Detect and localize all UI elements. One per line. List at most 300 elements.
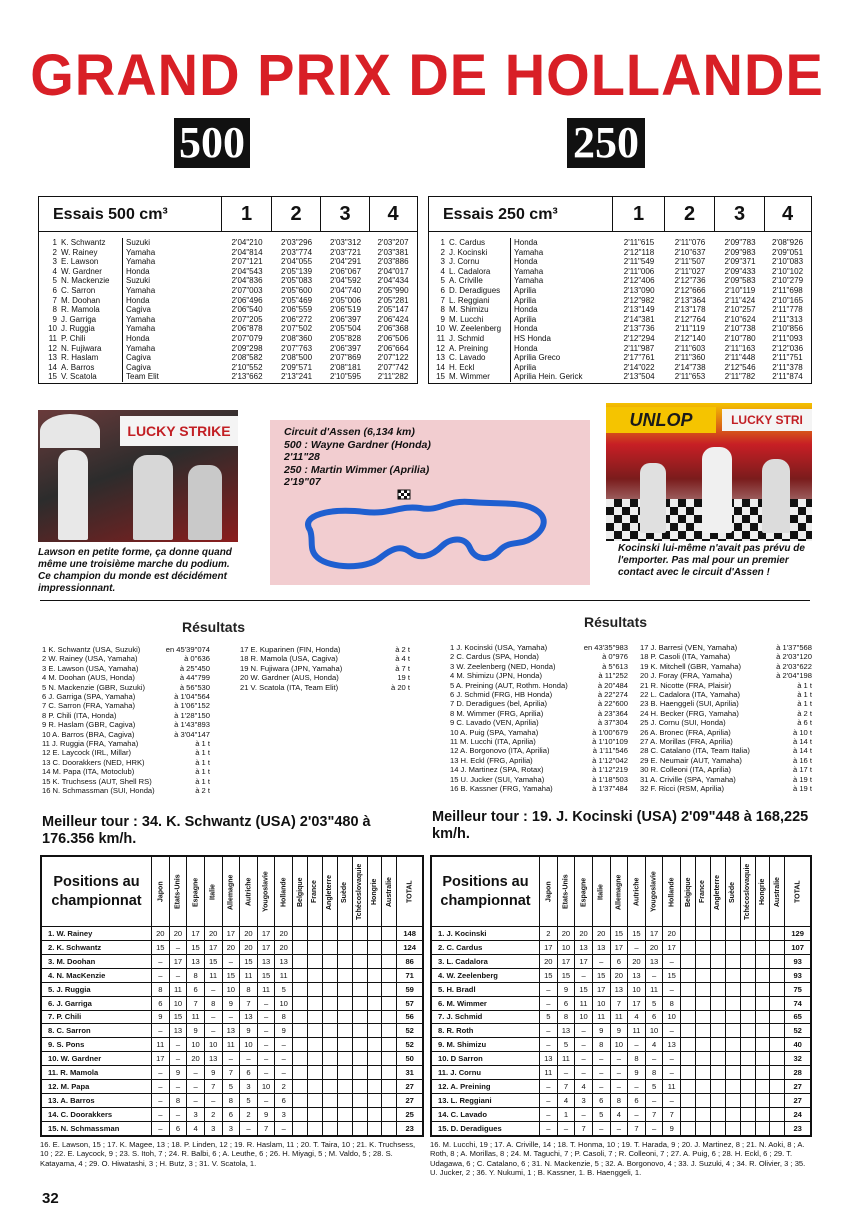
gp-header: Allemagne xyxy=(222,857,240,927)
points-cell xyxy=(755,1052,770,1066)
points-cell xyxy=(367,1121,382,1135)
points-cell xyxy=(770,1094,785,1108)
gp-header: France xyxy=(695,857,710,927)
points-cell xyxy=(725,1094,740,1108)
points-cell xyxy=(293,954,308,968)
points-cell xyxy=(681,1107,696,1121)
points-cell: 6 xyxy=(628,1094,646,1108)
results-500-heading: Résultats xyxy=(182,619,246,635)
total-cell: 52 xyxy=(397,1024,423,1038)
points-cell xyxy=(337,927,352,941)
points-cell: 11 xyxy=(152,1038,170,1052)
points-cell xyxy=(307,1010,322,1024)
rider-name: 6. M. Wimmer xyxy=(432,996,540,1010)
points-cell xyxy=(725,954,740,968)
points-cell xyxy=(337,1024,352,1038)
points-cell xyxy=(681,940,696,954)
points-cell xyxy=(681,1038,696,1052)
points-cell xyxy=(695,940,710,954)
gp-header: Italie xyxy=(592,857,610,927)
points-cell xyxy=(755,954,770,968)
rider-name: 10. D Sarron xyxy=(432,1052,540,1066)
points-cell xyxy=(681,1010,696,1024)
points-cell: 13 xyxy=(663,1038,681,1052)
rider-name: 5. J. Ruggia xyxy=(42,982,152,996)
points-cell: 4 xyxy=(645,1038,663,1052)
points-cell: 11 xyxy=(575,996,593,1010)
photo-left-caption: Lawson en petite forme, ça donne quand même une troisième marche du podium. Ce champion du monde est décidément impressionnant. xyxy=(38,547,232,594)
points-cell: 6 xyxy=(187,982,205,996)
points-cell: 10 xyxy=(169,996,187,1010)
points-cell xyxy=(681,1024,696,1038)
session-1-header: 1 xyxy=(222,197,272,231)
standings-row xyxy=(432,1080,811,1094)
points-cell: – xyxy=(222,1010,240,1024)
points-cell xyxy=(307,940,322,954)
points-cell: 6 xyxy=(169,1121,187,1135)
points-cell xyxy=(695,954,710,968)
points-cell: 5 xyxy=(240,1094,258,1108)
points-cell: – xyxy=(575,1052,593,1066)
standings-row xyxy=(432,968,811,982)
points-cell xyxy=(770,1052,785,1066)
points-cell: – xyxy=(557,1066,575,1080)
points-cell: 17 xyxy=(169,954,187,968)
points-cell xyxy=(681,927,696,941)
total-cell: 65 xyxy=(785,1010,811,1024)
gp-header: Tchécoslovaquie xyxy=(740,857,755,927)
points-cell xyxy=(755,996,770,1010)
points-cell: 11 xyxy=(222,1038,240,1052)
points-cell: – xyxy=(257,1038,275,1052)
points-cell xyxy=(293,1024,308,1038)
session-3-header: 3 xyxy=(321,197,370,231)
map-line-250-time: 2'19"07 xyxy=(284,476,321,488)
points-cell xyxy=(710,1121,725,1135)
points-cell xyxy=(352,1010,367,1024)
points-cell xyxy=(710,982,725,996)
gp-header: Etats-Unis xyxy=(557,857,575,927)
points-cell xyxy=(770,996,785,1010)
points-cell: – xyxy=(540,1038,558,1052)
points-cell xyxy=(755,1066,770,1080)
points-cell xyxy=(367,954,382,968)
points-cell: 20 xyxy=(275,927,293,941)
points-cell: 6 xyxy=(240,1066,258,1080)
points-cell xyxy=(293,1107,308,1121)
points-cell: – xyxy=(204,982,222,996)
circuit-map-panel xyxy=(270,420,590,585)
points-cell: – xyxy=(240,1121,258,1135)
page-title: GRAND PRIX DE HOLLANDE xyxy=(30,41,824,108)
results-250-heading: Résultats xyxy=(584,614,648,630)
points-cell: 11 xyxy=(204,968,222,982)
points-cell: 13 xyxy=(540,1052,558,1066)
points-cell xyxy=(710,954,725,968)
results-250-list-a: 1 J. Kocinski (USA, Yamaha) 2 C. Cardus (SPA, Honda) 3 W. Zeelenberg (NED, Honda) 4 M. Shimizu (JPN, Honda) 5 A. Preining (AUT, Rothm. Honda) 6 J. Schmid (FRG, HB Honda) 7 D. Deradigues (bel, Aprilia) 8 M. Wimmer (FRG, Aprilia) 9 C. Lavado (VEN, Aprilia) 10 A. Puig (SPA, Yamaha) 11 M. Lucchi (ITA, Aprilia) 12 A. Borgonovo (ITA, Aprilia) 13 H. Eckl (FRG, Aprilia) 14 J. Martinez (SPA, Rotax) 15 U. Jucker (SUI, Yamaha) 16 B. Kassner (FRG, Yamaha) xyxy=(450,643,568,794)
points-cell xyxy=(367,1066,382,1080)
points-cell: 10 xyxy=(628,982,646,996)
points-cell xyxy=(755,927,770,941)
points-cell: 10 xyxy=(222,982,240,996)
total-cell: 148 xyxy=(397,927,423,941)
riders-col: K. Schwantz W. Rainey E. Lawson W. Gardner N. Mackenzie C. Sarron M. Doohan R. Mamola J. Garriga J. Ruggia P. Chili N. Fujiwara R. Haslam A. Barros V. Scatola xyxy=(61,238,123,382)
points-cell: 11 xyxy=(169,982,187,996)
results-500-gaps-b: à 2 t à 4 t à 7 t 19 t à 20 t xyxy=(391,645,410,692)
points-cell: – xyxy=(204,1024,222,1038)
points-cell: – xyxy=(152,1094,170,1108)
points-cell xyxy=(367,1080,382,1094)
points-cell: 20 xyxy=(152,927,170,941)
standings-250-footnote: 16. M. Lucchi, 19 ; 17. A. Criville, 14 ; 18. T. Honma, 10 ; 19. T. Harada, 9 ; 20. J. Martinez, 8 ; 21. N. Aoki, 8 ; A. Roth, 8 ; A. Morillas, 8 ; 24. M. Taguchi, 7 ; P. Casoli, 7 ; R. Colleoni, 7 ; 27. A. Puig, 6 ; 28. H. Eckl, 6 ; 29. T. Udagawa, 6 ; C. Catalano, 6 ; 31. N. Mackenzie, 5 ; 32. A. Borgonovo, 4 ; 33. J. Suzuki, 4 ; 34. R. Olivier, 3 ; 35. U. Jucker, 2 ; 36. Y. Nukumi, 1 ; B. Kassner, 1. B. Haenggeli, 1. xyxy=(430,1140,806,1178)
points-cell: 13 xyxy=(222,1024,240,1038)
points-cell: 20 xyxy=(240,927,258,941)
points-cell xyxy=(382,1010,397,1024)
qualifying-500-label: Essais 500 cm³ xyxy=(39,197,222,231)
bikes-col: Honda Yamaha Honda Yamaha Yamaha Aprilia Aprilia Honda Aprilia Honda HS Honda Honda Aprilia Greco Aprilia Aprilia Hein. Gerick xyxy=(514,238,583,382)
total-cell: 24 xyxy=(785,1107,811,1121)
points-cell xyxy=(337,954,352,968)
points-cell xyxy=(755,1010,770,1024)
points-cell xyxy=(337,1066,352,1080)
total-cell: 32 xyxy=(785,1052,811,1066)
points-cell: 7 xyxy=(663,1107,681,1121)
points-cell xyxy=(681,1052,696,1066)
points-cell xyxy=(725,1080,740,1094)
gp-header: Japon xyxy=(540,857,558,927)
points-cell xyxy=(322,968,337,982)
points-cell: 15 xyxy=(575,982,593,996)
bikes-col: Suzuki Yamaha Yamaha Honda Suzuki Yamaha Honda Cagiva Yamaha Yamaha Honda Yamaha Cagiva Cagiva Team Elit xyxy=(126,238,159,382)
gp-header: Hongrie xyxy=(367,857,382,927)
session-2-header: 2 xyxy=(665,197,715,231)
points-cell: – xyxy=(540,1080,558,1094)
qualifying-500-table xyxy=(38,196,418,384)
points-cell xyxy=(337,968,352,982)
points-cell: – xyxy=(575,1024,593,1038)
points-cell: 8 xyxy=(275,1010,293,1024)
points-cell xyxy=(382,1038,397,1052)
points-cell: 6 xyxy=(610,954,628,968)
points-cell: 9 xyxy=(628,1066,646,1080)
standings-500-footnote: 16. E. Lawson, 15 ; 17. K. Magee, 13 ; 18. P. Linden, 12 ; 19. R. Haslam, 11 ; 20. T. Taira, 10 ; 21. K. Truchsess, 10 ; 22. E. Laycock, 9 ; 23. S. Itoh, 7 ; 24. R. Balbi, 6 ; A. Leuthe, 6 ; 26. H. Miyagi, 5 ; M. Valdo, 5 ; 28. S. Katayama, 4 ; 29. O. Hiwatashi, 3 ; H. Butz, 3 ; 31. V. Scatola, 1. xyxy=(40,1140,416,1168)
gp-header: Suède xyxy=(725,857,740,927)
points-cell: – xyxy=(540,996,558,1010)
points-cell: 6 xyxy=(645,1010,663,1024)
points-cell xyxy=(307,1121,322,1135)
standings-row xyxy=(42,1038,423,1052)
standings-row xyxy=(432,1024,811,1038)
points-cell xyxy=(382,1052,397,1066)
total-cell: 57 xyxy=(397,996,423,1010)
results-500-list-b: 17 E. Kuparinen (FIN, Honda) 18 R. Mamola (USA, Cagiva) 19 N. Fujiwara (JPN, Yamaha) 20 W. Gardner (AUS, Honda) 21 V. Scatola (ITA, Team Elit) xyxy=(240,645,343,692)
points-cell: 9 xyxy=(557,982,575,996)
points-cell xyxy=(367,968,382,982)
podium-photo-left xyxy=(38,410,238,542)
standings-row xyxy=(432,982,811,996)
points-cell xyxy=(695,1080,710,1094)
points-cell: – xyxy=(257,996,275,1010)
points-cell xyxy=(337,1094,352,1108)
points-cell: – xyxy=(187,1066,205,1080)
points-cell: 17 xyxy=(204,940,222,954)
points-cell: – xyxy=(663,954,681,968)
gp-header: France xyxy=(307,857,322,927)
points-cell: – xyxy=(275,1038,293,1052)
points-cell: 13 xyxy=(628,968,646,982)
points-cell xyxy=(337,1010,352,1024)
rider-name: 14. C. Lavado xyxy=(432,1107,540,1121)
points-cell xyxy=(307,1094,322,1108)
gp-header: Suède xyxy=(337,857,352,927)
points-cell: – xyxy=(663,1066,681,1080)
points-cell xyxy=(725,1024,740,1038)
session-3-header: 3 xyxy=(715,197,765,231)
rider-name: 11. R. Mamola xyxy=(42,1066,152,1080)
gp-header: Angleterre xyxy=(710,857,725,927)
points-cell: 10 xyxy=(257,1080,275,1094)
rider-figure xyxy=(702,447,732,533)
standings-row xyxy=(432,996,811,1010)
points-cell xyxy=(367,1094,382,1108)
points-cell xyxy=(770,1080,785,1094)
points-cell: 15 xyxy=(169,1010,187,1024)
points-cell xyxy=(770,927,785,941)
points-cell xyxy=(322,927,337,941)
total-cell: 93 xyxy=(785,954,811,968)
points-cell xyxy=(337,1121,352,1135)
session-4-header: 4 xyxy=(781,203,794,225)
points-cell xyxy=(740,954,755,968)
points-cell: – xyxy=(592,1121,610,1135)
points-cell xyxy=(352,1094,367,1108)
points-cell: 4 xyxy=(575,1080,593,1094)
rider-name: 6. J. Garriga xyxy=(42,996,152,1010)
points-cell: – xyxy=(169,940,187,954)
points-cell: 4 xyxy=(610,1107,628,1121)
points-cell xyxy=(293,996,308,1010)
points-cell: – xyxy=(169,968,187,982)
points-cell: 3 xyxy=(187,1107,205,1121)
points-cell xyxy=(695,1010,710,1024)
standings-row xyxy=(432,940,811,954)
points-cell xyxy=(322,954,337,968)
points-cell: 13 xyxy=(645,954,663,968)
points-cell xyxy=(755,940,770,954)
rider-name: 2. C. Cardus xyxy=(432,940,540,954)
points-cell: 9 xyxy=(222,996,240,1010)
standings-row xyxy=(42,1024,423,1038)
points-cell xyxy=(710,996,725,1010)
points-cell xyxy=(695,1094,710,1108)
points-cell: 5 xyxy=(557,1038,575,1052)
points-cell: 8 xyxy=(204,996,222,1010)
points-cell: – xyxy=(575,1066,593,1080)
points-cell xyxy=(307,927,322,941)
standings-row xyxy=(42,1107,423,1121)
points-cell xyxy=(681,1094,696,1108)
points-cell: – xyxy=(257,1094,275,1108)
points-cell xyxy=(382,968,397,982)
points-cell: – xyxy=(152,1024,170,1038)
points-cell xyxy=(740,996,755,1010)
points-cell: 20 xyxy=(187,1052,205,1066)
points-cell: – xyxy=(257,1066,275,1080)
points-cell: 13 xyxy=(610,982,628,996)
points-cell: 17 xyxy=(575,954,593,968)
points-cell xyxy=(293,1094,308,1108)
rider-name: 15. D. Deradigues xyxy=(432,1121,540,1135)
points-cell: 1 xyxy=(557,1107,575,1121)
total-cell: 71 xyxy=(397,968,423,982)
points-cell xyxy=(710,927,725,941)
rider-name: 10. W. Gardner xyxy=(42,1052,152,1066)
points-cell xyxy=(322,1052,337,1066)
rider-name: 4. W. Zeelenberg xyxy=(432,968,540,982)
rider-name: 12. A. Preining xyxy=(432,1080,540,1094)
points-cell: 17 xyxy=(257,927,275,941)
points-cell: 20 xyxy=(628,954,646,968)
points-cell: – xyxy=(540,982,558,996)
points-cell: 11 xyxy=(663,1080,681,1094)
divider xyxy=(40,600,810,601)
points-cell xyxy=(352,982,367,996)
points-cell: 7 xyxy=(204,1080,222,1094)
points-cell: 9 xyxy=(204,1066,222,1080)
points-cell: 8 xyxy=(663,996,681,1010)
points-cell: 2 xyxy=(540,927,558,941)
points-cell xyxy=(322,1038,337,1052)
points-cell xyxy=(322,1080,337,1094)
points-cell: 5 xyxy=(222,1080,240,1094)
points-cell: 15 xyxy=(152,940,170,954)
total-cell: 27 xyxy=(785,1094,811,1108)
podium-photo-right xyxy=(606,403,812,541)
points-cell: 9 xyxy=(257,1107,275,1121)
points-cell: – xyxy=(187,1080,205,1094)
points-cell: 13 xyxy=(204,1052,222,1066)
points-cell xyxy=(382,982,397,996)
points-cell: 8 xyxy=(592,1038,610,1052)
points-cell: 7 xyxy=(628,1121,646,1135)
standings-row xyxy=(432,1066,811,1080)
points-cell: 6 xyxy=(222,1107,240,1121)
points-cell: – xyxy=(645,1121,663,1135)
gp-header: Australie xyxy=(770,857,785,927)
rider-figure xyxy=(188,465,222,540)
times-3-col: 2'03"312 2'03"721 2'04"291 2'06"067 2'04"592 2'04"740 2'05"006 2'06"519 2'06"397 2'05"504 2'05"828 2'06"397 2'07"869 2'08"181 2'10"595 xyxy=(329,238,362,382)
points-cell: – xyxy=(557,1121,575,1135)
rider-name: 9. M. Shimizu xyxy=(432,1038,540,1052)
rider-name: 11. J. Cornu xyxy=(432,1066,540,1080)
points-cell: 9 xyxy=(169,1066,187,1080)
points-cell xyxy=(740,1107,755,1121)
total-cell: 52 xyxy=(397,1038,423,1052)
dunlop-banner: UNLOP xyxy=(606,407,716,433)
points-cell xyxy=(770,982,785,996)
points-cell: – xyxy=(645,968,663,982)
points-cell: 15 xyxy=(610,927,628,941)
points-cell: – xyxy=(592,1066,610,1080)
points-cell: 11 xyxy=(275,968,293,982)
points-cell: 5 xyxy=(645,996,663,1010)
points-cell: 5 xyxy=(540,1010,558,1024)
gp-header: Hollande xyxy=(663,857,681,927)
points-cell: 8 xyxy=(645,1066,663,1080)
times-3-col: 2'09"783 2'09"983 2'09"371 2'09"433 2'09"583 2'10"119 2'11"424 2'10"257 2'10"624 2'10"738 2'10"780 2'11"163 2'11"448 2'12"546 2'11"782 xyxy=(724,238,756,382)
points-cell xyxy=(770,1038,785,1052)
points-cell xyxy=(307,1024,322,1038)
points-cell: 6 xyxy=(592,1094,610,1108)
standings-row xyxy=(42,1066,423,1080)
points-cell xyxy=(710,1080,725,1094)
points-cell: 4 xyxy=(187,1121,205,1135)
points-cell xyxy=(681,996,696,1010)
points-cell: 8 xyxy=(152,982,170,996)
points-cell xyxy=(382,1094,397,1108)
points-cell: 7 xyxy=(222,1066,240,1080)
points-cell: 8 xyxy=(628,1052,646,1066)
class-500-badge: 500 xyxy=(174,118,250,168)
standings-row xyxy=(432,1038,811,1052)
lucky-strike-banner: LUCKY STRI xyxy=(722,409,812,431)
points-cell xyxy=(307,1038,322,1052)
points-cell: – xyxy=(628,1107,646,1121)
points-cell xyxy=(710,1024,725,1038)
points-cell xyxy=(352,940,367,954)
points-cell xyxy=(352,1038,367,1052)
times-1-col: 2'11"615 2'12"118 2'11"549 2'11"006 2'12"406 2'13"090 2'12"982 2'13"149 2'14"381 2'13"736 2'12"294 2'11"987 2'17"761 2'14"022 2'13"504 xyxy=(623,238,655,382)
points-cell xyxy=(755,1094,770,1108)
points-cell xyxy=(382,927,397,941)
gp-header: Hongrie xyxy=(755,857,770,927)
points-cell: 7 xyxy=(557,1080,575,1094)
points-cell: 9 xyxy=(592,1024,610,1038)
standings-500-title: Positions au championnat xyxy=(51,873,142,909)
points-cell xyxy=(322,1094,337,1108)
points-cell: 9 xyxy=(152,1010,170,1024)
points-cell xyxy=(770,1066,785,1080)
points-cell: 13 xyxy=(169,1024,187,1038)
circuit-track-svg xyxy=(270,420,590,585)
lucky-strike-banner: LUCKY STRIKE xyxy=(120,416,238,446)
points-cell: – xyxy=(628,940,646,954)
points-cell: – xyxy=(169,1080,187,1094)
points-cell: 20 xyxy=(204,927,222,941)
points-cell: 20 xyxy=(222,940,240,954)
points-cell: – xyxy=(628,1080,646,1094)
points-cell xyxy=(382,1066,397,1080)
points-cell xyxy=(337,982,352,996)
points-cell xyxy=(740,1010,755,1024)
points-cell xyxy=(382,954,397,968)
points-cell: 8 xyxy=(557,1010,575,1024)
points-cell: 8 xyxy=(187,968,205,982)
session-1-header: 1 xyxy=(613,197,665,231)
points-cell: 5 xyxy=(275,982,293,996)
points-cell: 17 xyxy=(187,927,205,941)
rider-name: 3. M. Doohan xyxy=(42,954,152,968)
points-cell xyxy=(740,1121,755,1135)
points-cell xyxy=(307,968,322,982)
gp-header: Yougoslavie xyxy=(257,857,275,927)
points-cell xyxy=(695,1121,710,1135)
standings-row xyxy=(42,1010,423,1024)
points-cell xyxy=(293,1121,308,1135)
points-cell: 17 xyxy=(152,1052,170,1066)
results-250-gaps-b: à 1'37"568 à 2'03"120 à 2'03"622 à 2'04"198 à 1 t à 1 t à 1 t à 2 t à 6 t à 10 t à 14 t à 14 t à 16 t à 17 t à 19 t à 19 t xyxy=(776,643,812,794)
points-cell xyxy=(740,1094,755,1108)
